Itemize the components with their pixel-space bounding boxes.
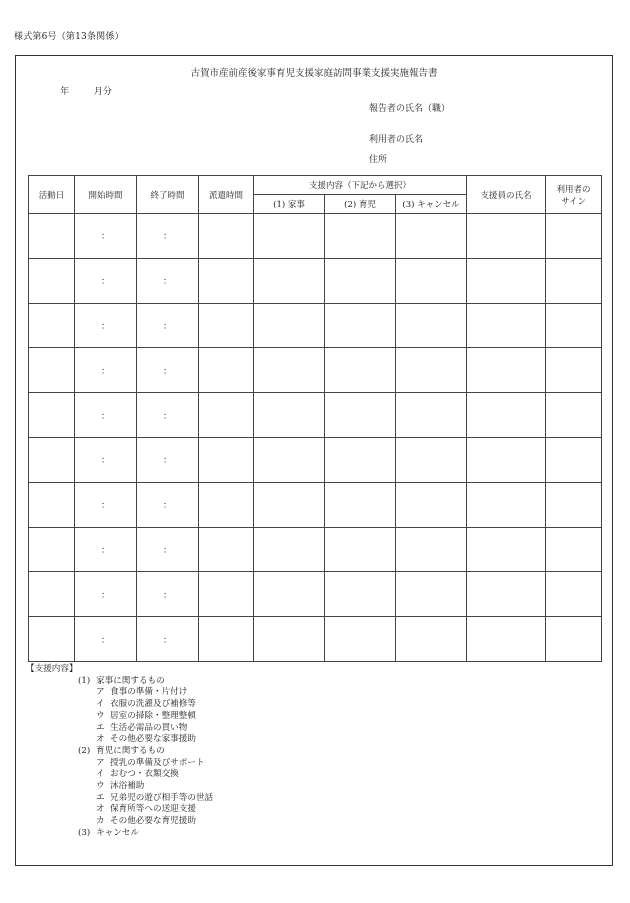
childcare-cell[interactable] [325,572,396,617]
legend-item-marker: エ [96,792,105,803]
dispatch-time-cell[interactable] [199,437,254,482]
table-row [29,393,602,438]
activity-date-cell[interactable] [29,258,75,303]
user-sign-cell[interactable] [546,527,602,572]
childcare-cell[interactable] [325,527,396,572]
legend-item [26,816,213,828]
housework-cell[interactable] [254,303,325,348]
legend-item-text: 生活必需品の買い物 [110,722,188,733]
header-user-sign [546,176,602,214]
table-row [29,437,602,482]
end-time-cell[interactable] [137,572,199,617]
table-row [29,303,602,348]
start-time-cell[interactable] [75,303,137,348]
time-separator: ： [162,232,172,243]
start-time-cell[interactable] [75,572,137,617]
legend-heading: 【支援内容】 [26,664,78,674]
supporter-name-cell[interactable] [467,527,546,572]
reporter-name-label: 報告者の氏名（職） [369,104,451,114]
time-separator: ： [100,456,110,467]
time-separator: ： [162,590,172,601]
legend-item [26,711,213,723]
end-time-cell[interactable] [137,393,199,438]
document-title: 古賀市産前産後家事育児支援家庭訪問事業支援実施報告書 [190,68,438,79]
table-row [29,617,602,662]
activity-date-cell[interactable] [29,527,75,572]
table-row [29,572,602,617]
legend-item-marker: ア [96,757,105,768]
table-row [29,527,602,572]
time-separator: ： [162,545,172,556]
start-time-cell[interactable] [75,527,137,572]
time-separator: ： [162,635,172,646]
dispatch-time-cell[interactable] [199,214,254,259]
legend-item-marker: ア [96,687,105,698]
legend-item-marker: イ [96,699,105,710]
legend-section [26,828,213,840]
activity-table [28,175,602,662]
childcare-cell[interactable] [325,617,396,662]
user-sign-cell[interactable] [546,258,602,303]
supporter-name-cell[interactable] [467,303,546,348]
legend-section-label: キャンセル [96,827,139,838]
table-body [29,214,602,662]
header-end-time: 終了時間 [137,176,199,214]
user-sign-cell[interactable] [546,482,602,527]
user-sign-cell[interactable] [546,572,602,617]
activity-date-cell[interactable] [29,572,75,617]
legend-item [26,687,213,699]
end-time-cell[interactable] [137,437,199,482]
time-separator: ： [162,501,172,512]
housework-cell[interactable] [254,617,325,662]
dispatch-time-cell[interactable] [199,617,254,662]
supporter-name-cell[interactable] [467,437,546,482]
legend-item-marker: ウ [96,710,105,721]
housework-cell[interactable] [254,393,325,438]
form-frame [15,55,613,866]
cancel-cell[interactable] [396,258,467,303]
header-user-sign-line1: 利用者の [556,184,591,195]
time-separator: ： [100,590,110,601]
supporter-name-cell[interactable] [467,348,546,393]
childcare-cell[interactable] [325,348,396,393]
time-separator: ： [162,411,172,422]
childcare-cell[interactable] [325,482,396,527]
legend-item [26,734,213,746]
header-start-time: 開始時間 [75,176,137,214]
time-separator: ： [162,456,172,467]
legend-item [26,804,213,816]
housework-cell[interactable] [254,258,325,303]
housework-cell[interactable] [254,572,325,617]
activity-date-cell[interactable] [29,303,75,348]
legend-item [26,781,213,793]
year-label: 年 [60,87,70,97]
cancel-cell[interactable] [396,393,467,438]
activity-date-cell[interactable] [29,482,75,527]
time-separator: ： [162,321,172,332]
form-number: 様式第6号（第13条関係） [14,32,124,42]
housework-cell[interactable] [254,348,325,393]
user-sign-cell[interactable] [546,214,602,259]
user-sign-cell[interactable] [546,617,602,662]
dispatch-time-cell[interactable] [199,393,254,438]
legend-item-text: 授乳の準備及びサポート [110,757,205,768]
end-time-cell[interactable] [137,258,199,303]
childcare-cell[interactable] [325,437,396,482]
start-time-cell[interactable] [75,437,137,482]
legend-section-marker: (2) [78,745,91,756]
time-separator: ： [100,501,110,512]
table-row [29,214,602,259]
legend-item-text: その他必要な家事援助 [110,734,196,745]
start-time-cell[interactable] [75,393,137,438]
dispatch-time-cell[interactable] [199,482,254,527]
childcare-cell[interactable] [325,258,396,303]
cancel-cell[interactable] [396,437,467,482]
time-separator: ： [100,366,110,377]
housework-cell[interactable] [254,437,325,482]
header-cancel: (3) キャンセル [396,195,467,214]
supporter-name-cell[interactable] [467,214,546,259]
start-time-cell[interactable] [75,348,137,393]
childcare-cell[interactable] [325,214,396,259]
supporter-name-cell[interactable] [467,393,546,438]
legend-item-text: その他必要な育児援助 [110,816,196,827]
legend-item-text: 居室の掃除・整理整頓 [110,710,196,721]
table-row [29,258,602,303]
legend-item-text: 衣服の洗濯及び補修等 [110,699,196,710]
cancel-cell[interactable] [396,214,467,259]
time-separator: ： [162,366,172,377]
activity-date-cell[interactable] [29,617,75,662]
legend-section-marker: (3) [78,827,91,838]
supporter-name-cell[interactable] [467,617,546,662]
legend-item-text: おむつ・衣類交換 [110,769,179,780]
legend-item-marker: ウ [96,781,105,792]
dispatch-time-cell[interactable] [199,303,254,348]
table-row [29,348,602,393]
table-row [29,482,602,527]
user-sign-cell[interactable] [546,348,602,393]
legend-item [26,723,213,735]
dispatch-time-cell[interactable] [199,572,254,617]
dispatch-time-cell[interactable] [199,348,254,393]
end-time-cell[interactable] [137,348,199,393]
support-content-legend [26,664,213,840]
end-time-cell[interactable] [137,482,199,527]
activity-date-cell[interactable] [29,348,75,393]
user-sign-cell[interactable] [546,393,602,438]
legend-item-marker: イ [96,769,105,780]
header-user-sign-line2: サイン [561,196,586,207]
time-separator: ： [100,545,110,556]
cancel-cell[interactable] [396,572,467,617]
user-sign-cell[interactable] [546,303,602,348]
cancel-cell[interactable] [396,303,467,348]
legend-item [26,758,213,770]
legend-item-text: 保育所等への送迎支援 [110,804,196,815]
cancel-cell[interactable] [396,617,467,662]
time-separator: ： [100,321,110,332]
cancel-cell[interactable] [396,482,467,527]
start-time-cell[interactable] [75,214,137,259]
housework-cell[interactable] [254,527,325,572]
supporter-name-cell[interactable] [467,572,546,617]
end-time-cell[interactable] [137,617,199,662]
dispatch-time-cell[interactable] [199,258,254,303]
year-month-line [60,84,134,97]
time-separator: ： [100,232,110,243]
time-separator: ： [162,277,172,288]
header-support-content: 支援内容（下記から選択） [254,176,467,195]
supporter-name-cell[interactable] [467,258,546,303]
time-separator: ： [100,635,110,646]
supporter-name-cell[interactable] [467,482,546,527]
activity-date-cell[interactable] [29,437,75,482]
housework-cell[interactable] [254,214,325,259]
legend-item [26,699,213,711]
legend-item-text: 兄弟児の遊び相手等の世話 [110,792,214,803]
legend-item-text: 沐浴補助 [110,781,145,792]
legend-item-text: 食事の準備・片付け [110,687,188,698]
legend-section [26,676,213,688]
month-label: 月分 [93,87,112,97]
legend-section-marker: (1) [78,675,91,686]
housework-cell[interactable] [254,482,325,527]
header-supporter-name: 支援員の氏名 [467,176,546,214]
legend-item [26,769,213,781]
time-separator: ： [100,277,110,288]
time-separator: ： [100,411,110,422]
legend-item-marker: カ [96,816,105,827]
legend-section-label: 家事に関するもの [96,675,165,686]
cancel-cell[interactable] [396,527,467,572]
user-name-label: 利用者の氏名 [369,135,424,145]
legend-section-label: 育児に関するもの [96,745,165,756]
childcare-cell[interactable] [325,393,396,438]
childcare-cell[interactable] [325,303,396,348]
end-time-cell[interactable] [137,303,199,348]
legend-item-marker: エ [96,722,105,733]
legend-section [26,746,213,758]
start-time-cell[interactable] [75,482,137,527]
header-housework: (1) 家事 [254,195,325,214]
header-childcare: (2) 育児 [325,195,396,214]
end-time-cell[interactable] [137,214,199,259]
start-time-cell[interactable] [75,617,137,662]
cancel-cell[interactable] [396,348,467,393]
dispatch-time-cell[interactable] [199,527,254,572]
legend-item [26,793,213,805]
user-sign-cell[interactable] [546,437,602,482]
legend-item-marker: オ [96,804,105,815]
activity-date-cell[interactable] [29,214,75,259]
end-time-cell[interactable] [137,527,199,572]
header-dispatch-time: 派遣時間 [199,176,254,214]
address-label: 住所 [369,155,388,165]
start-time-cell[interactable] [75,258,137,303]
header-activity-date: 活動日 [29,176,75,214]
activity-date-cell[interactable] [29,393,75,438]
legend-item-marker: オ [96,734,105,745]
